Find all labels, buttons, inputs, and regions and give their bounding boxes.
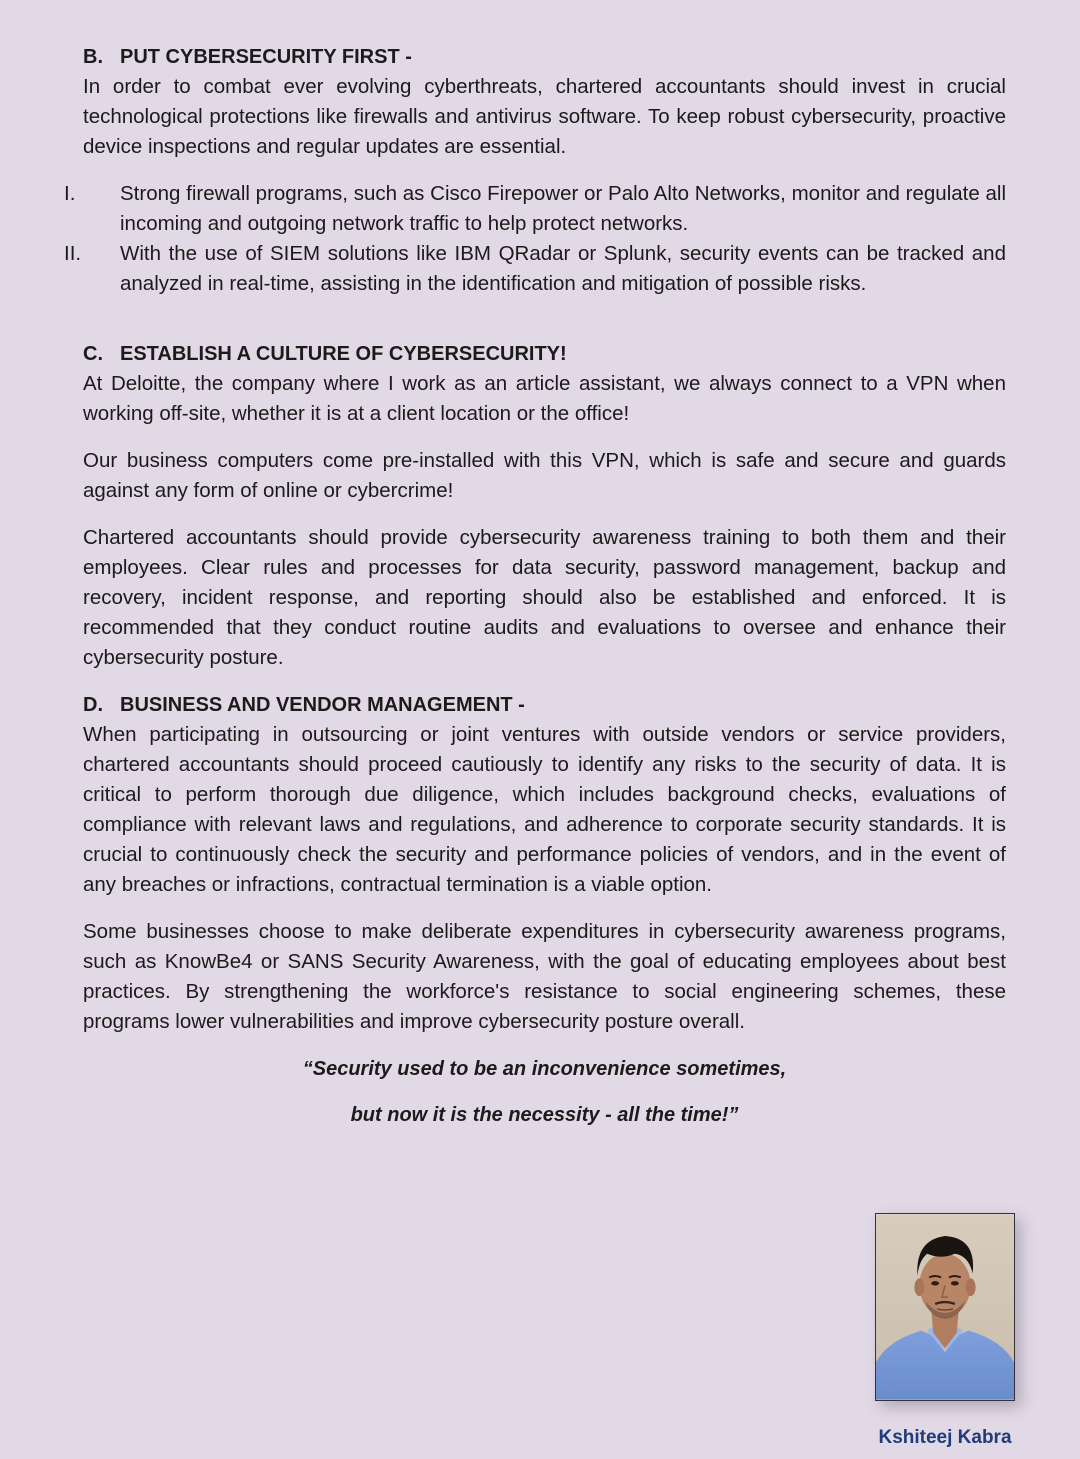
section-d-paragraph: When participating in outsourcing or joint ventures with outside vendors or service providers, chartered accountants should proceed cautiously to identify any risks to the security of data. It is critical to perform thorough due diligence, which includes background checks, evaluations of compliance with relevant laws and regulations, and adherence to corporate security standards. It is crucial to continuously check the security and performance policies of vendors, and in the event of any breaches or infractions, contractual termination is a viable option. — [83, 723, 1006, 896]
section-b-heading — [83, 42, 1006, 72]
author-portrait-image — [875, 1213, 1015, 1401]
author-name: Kshiteej Kabra — [878, 1427, 1012, 1448]
article-body — [64, 42, 1006, 1130]
list-item-text: Strong firewall programs, such as Cisco Firepower or Palo Alto Networks, monitor and regulate all incoming and outgoing network traffic to help protect networks. — [120, 182, 1006, 235]
section-c-title: ESTABLISH A CULTURE OF CYBERSECURITY! — [120, 343, 567, 365]
section-c-paragraph: Chartered accountants should provide cybersecurity awareness training to both them and their employees. Clear rules and processes for data security, password management, backup and recovery, incident response, and reporting should also be established and enforced. It is recommended that they conduct routine audits and evaluations to oversee and enhance their cybersecurity posture. — [83, 526, 1006, 669]
section-c-paragraph: Our business computers come pre-installed with this VPN, which is safe and secure and guards against any form of online or cybercrime! — [83, 449, 1006, 502]
section-d-letter: D. — [83, 694, 103, 716]
section-b-title: PUT CYBERSECURITY FIRST - — [120, 46, 412, 68]
quote-line-2: but now it is the necessity - all the time!” — [350, 1104, 739, 1126]
section-b-letter: B. — [83, 46, 103, 68]
list-item — [64, 239, 1006, 299]
section-d-title: BUSINESS AND VENDOR MANAGEMENT - — [120, 694, 525, 716]
section-c-letter: C. — [83, 343, 103, 365]
list-item-number: II. — [64, 242, 82, 265]
section-b-intro: In order to combat ever evolving cyberthreats, chartered accountants should invest in crucial technological protections like firewalls and antivirus software. To keep robust cybersecurity, proactive device inspections and regular updates are essential. — [83, 75, 1006, 158]
list-item — [64, 179, 1006, 239]
section-c-paragraph: At Deloitte, the company where I work as an article assistant, we always connect to a VPN when working off-site, whether it is at a client location or the office! — [83, 372, 1006, 425]
list-item-text: With the use of SIEM solutions like IBM QRadar or Splunk, security events can be tracked and analyzed in real-time, assisting in the identification and mitigation of possible risks. — [120, 242, 1006, 295]
section-d-paragraph: Some businesses choose to make deliberate expenditures in cybersecurity awareness programs, such as KnowBe4 or SANS Security Awareness, with the goal of educating employees about best practices. By strengthening the workforce's resistance to social engineering schemes, these programs lower vulnerabilities and improve cybersecurity posture overall. — [83, 920, 1006, 1033]
author-photo — [875, 1213, 1015, 1401]
section-c-heading — [83, 339, 1006, 369]
quote-line-1: “Security used to be an inconvenience sometimes, — [302, 1058, 787, 1080]
section-d-heading — [83, 690, 1006, 720]
section-b-list — [64, 179, 1006, 299]
list-item-number: I. — [64, 182, 76, 205]
